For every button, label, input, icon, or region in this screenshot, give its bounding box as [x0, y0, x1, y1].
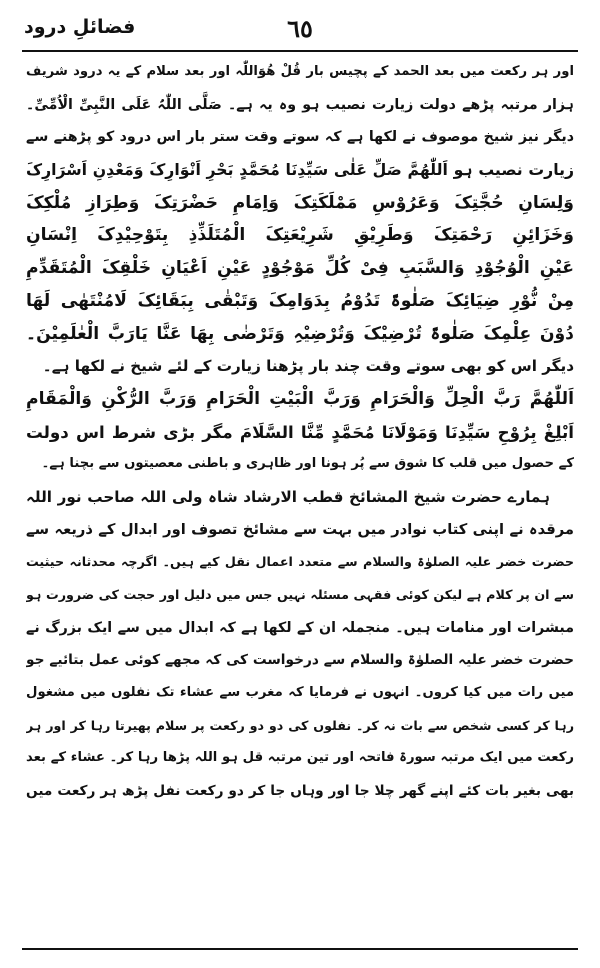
footer-rule [22, 948, 578, 950]
text-line: رکعت میں ایک مرتبہ سورۃ فاتحہ اور تین مرتبہ قل ہو اللہ پڑھا رہا کر۔ عشاء کے بعد [26, 750, 574, 766]
text-line: مبشرات اور منامات ہیں۔ منجملہ ان کے لکھا ہے کہ ابدال میں سے ایک بزرگ نے [26, 619, 574, 636]
text-line: اور ہر رکعت میں بعد الحمد کے پچیس بار قُلْ ھُوَاللّٰہ اور بعد سلام کے یہ درود شریف [26, 64, 574, 79]
text-line: دیگر اس کو بھی سوتے وقت چند بار پڑھنا زیارت کے لئے شیخ نے لکھا ہے۔ [42, 357, 574, 376]
text-line: وَخَزَائِنِ رَحْمَتِکَ وَطَرِیْقِ شَرِیْعَتِکَ الْمُتَلَذِّذِ بِتَوْحِیْدِکَ اِنْسَانِ [26, 225, 574, 246]
text-line: عَیْنِ الْوُجُوْدِ وَالسَّبَبِ فِیْ کُلِّ مَوْجُوْدٍ عَیْنِ اَعْیَانِ خَلْقِکَ الْمُتَقَدِّمِ [26, 258, 574, 279]
text-line: وَلِسَانِ حُجَّتِکَ وَعَرُوْسِ مَمْلَکَتِکَ وَاِمَامِ حَضْرَتِکَ وَطِرَازِ مُلْکِکَ [26, 192, 574, 213]
text-line: دیگر نیز شیخ موصوف نے لکھا ہے کہ سوتے وقت ستر بار اس درود کو پڑھنے سے [26, 129, 574, 146]
text-line: اَللّٰھُمَّ رَبَّ الْحِلِّ وَالْحَرَامِ وَرَبَّ الْبَیْتِ الْحَرَامِ وَرَبَّ الرُّکْنِ وَالْمَقَامِ [26, 388, 574, 409]
text-line: کے حصول میں قلب کا شوق سے پُر ہونا اور ظاہری و باطنی معصیتوں سے بچنا ہے۔ [41, 456, 574, 472]
text-line: میں رات میں کیا کروں۔ انہوں نے فرمایا کہ مغرب سے عشاء تک نفلوں میں مشغول [26, 685, 574, 701]
text-line: ہمارے حضرت شیخ المشائخ قطب الارشاد شاہ ولی اللہ صاحب نور اللہ [26, 487, 550, 506]
text-line: دُوْنَ عِلْمِکَ صَلٰوۃً تُرْضِیْکَ وَتُرْضِیْہِ وَتَرْضٰی بِھَا عَنَّا یَارَبَّ الْعٰلَمِیْنَ۔ [26, 323, 574, 344]
text-line: حضرت خضر علیہ الصلوٰۃ والسلام سے درخواست کی کہ مجھے کوئی عمل بتائیے جو [26, 652, 574, 669]
text-line: بھی بغیر بات کئے اپنے گھر چلا جا اور وہاں جا کر دو رکعت نفل پڑھ ہر رکعت میں [26, 783, 574, 800]
text-line: اَبْلِغْ بِرُوْحِ سَیِّدِنَا وَمَوْلَانَا مُحَمَّدٍ مِّنَّا السَّلَامَ مگر بڑی شرط اس دولت [26, 421, 574, 442]
text-line: مِنْ نُّوْرِ ضِیَائِکَ صَلٰوۃً تَدُوْمُ بِدَوَامِکَ وَتَبْقٰی بِبَقَائِکَ لَامُنْتَھٰی لَھَا [26, 290, 574, 311]
page-header [24, 8, 576, 48]
book-title: فضائلِ درود [24, 16, 136, 38]
text-line: سے ان پر کلام ہے لیکن کوئی فقہی مسئلہ نہیں جس میں دلیل اور حجت کی ضرورت ہو [26, 587, 574, 602]
text-line: حضرت خضر علیہ الصلوٰۃ والسلام سے متعدد اعمال نقل کیے ہیں۔ اگرچہ محدثانہ حیثیت [26, 554, 574, 570]
header-rule [22, 50, 578, 52]
text-line: زیارت نصیب ہو اَللّٰھُمَّ صَلِّ عَلٰی سَیِّدِنَا مُحَمَّدٍ بَحْرِ اَنْوَارِکَ وَمَعْدِنِ اَسْرَارِکَ [26, 160, 574, 180]
body-text [26, 56, 574, 808]
text-line: رہا کر کسی شخص سے بات نہ کر۔ نفلوں کی دو دو رکعت پر سلام پھیرتا رہا کر اور ہر [26, 717, 574, 733]
text-line: مرقدہ نے اپنی کتاب نوادر میں بہت سے مشائخ تصوف اور ابدال کے ذریعہ سے [26, 520, 574, 538]
text-line: ہزار مرتبہ پڑھے دولت زیارت نصیب ہو وہ یہ ہے۔ صَلَّی اللّٰہُ عَلَی النَّبِیِّ الْاُمِّیِّ۔ [26, 96, 574, 113]
page-number: ٦٥ [287, 14, 313, 43]
